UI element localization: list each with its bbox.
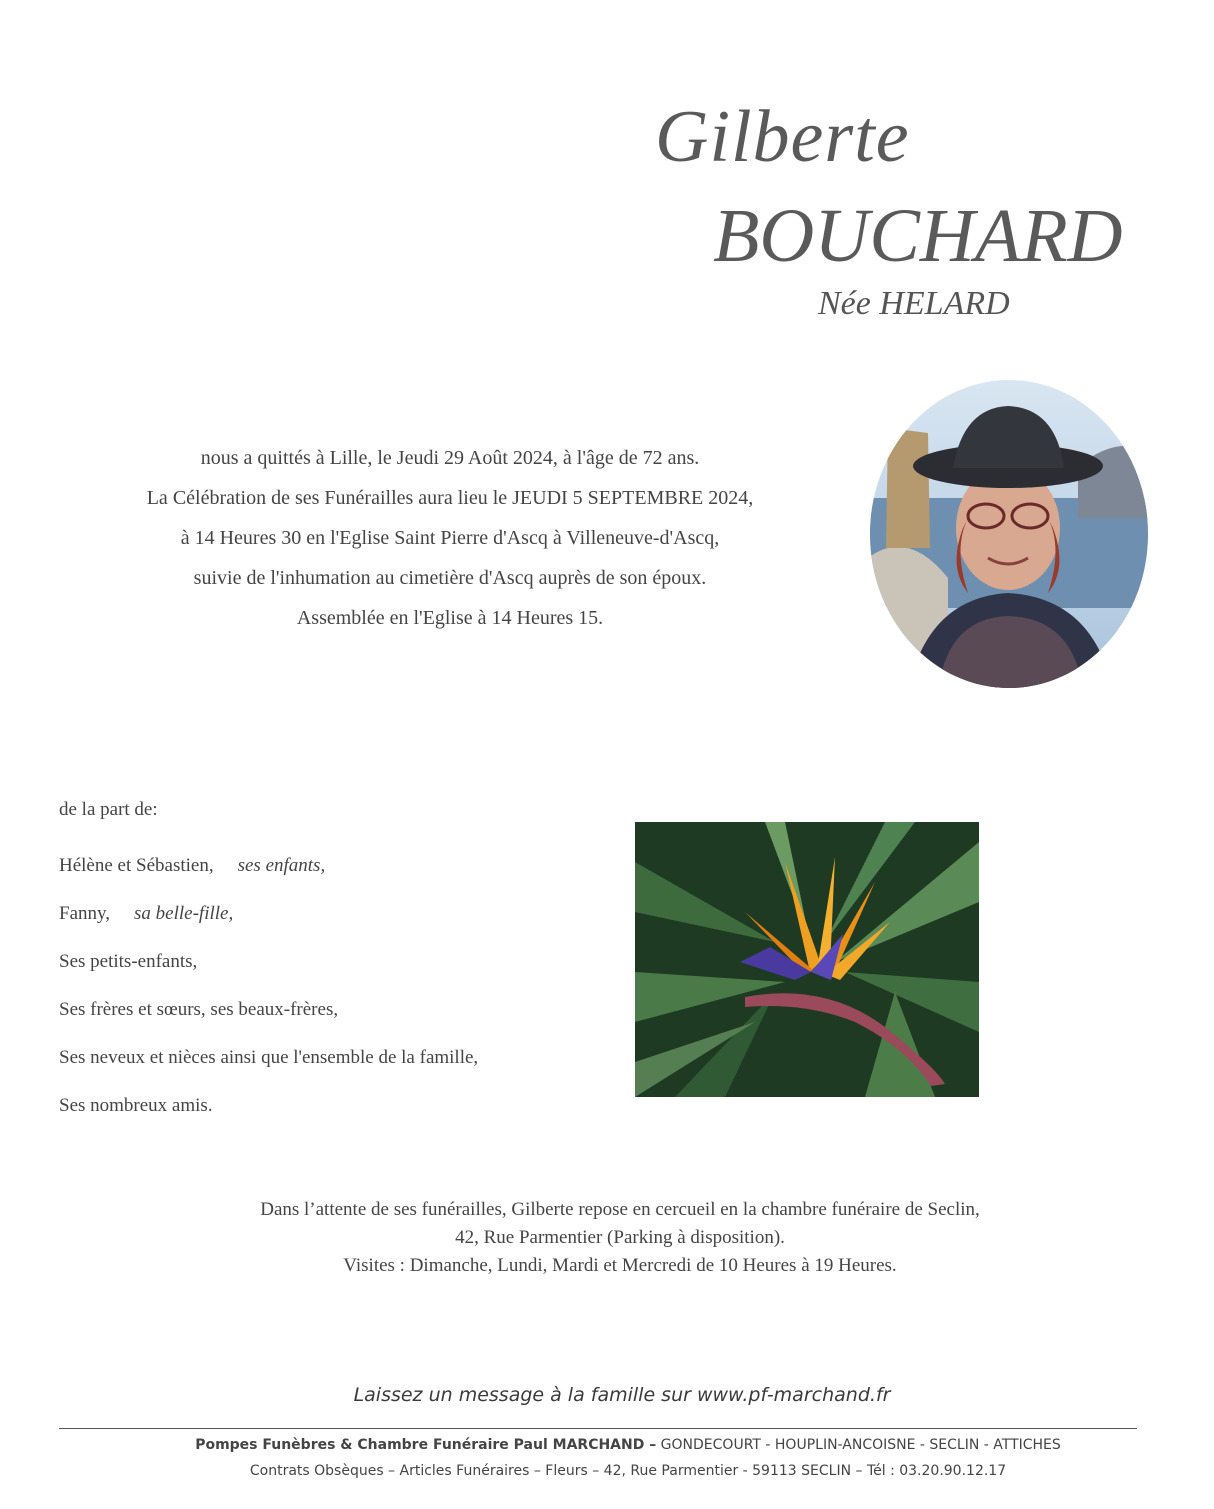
family-name: Ses frères et sœurs, ses beaux-frères, bbox=[59, 999, 339, 1020]
list-item bbox=[59, 852, 478, 900]
list-item bbox=[59, 1092, 478, 1140]
family-name: Hélène et Sébastien, bbox=[59, 855, 214, 876]
last-name: BOUCHARD bbox=[713, 194, 1123, 278]
footer-company-line bbox=[40, 1437, 1214, 1453]
announcement-line: suivie de l'inhumation au cimetière d'Ascq auprès de son époux. bbox=[193, 567, 707, 589]
list-item bbox=[59, 900, 478, 948]
footer-services: Contrats Obsèques – Articles Funéraires – Fleurs – 42, Rue Parmentier - 59113 SECLIN – Tél : 03.20.90.12.17 bbox=[249, 1463, 1007, 1479]
maiden-name: Née HELARD bbox=[818, 285, 1010, 322]
announcement-line: à 14 Heures 30 en l'Eglise Saint Pierre d'Ascq à Villeneuve-d'Ascq, bbox=[180, 527, 720, 549]
list-item bbox=[59, 948, 478, 996]
announcement bbox=[50, 438, 850, 638]
announcement-line: La Célébration de ses Funérailles aura lieu le JEUDI 5 SEPTEMBRE 2024, bbox=[146, 487, 754, 509]
from-label: de la part de: bbox=[59, 799, 158, 820]
footer-company: Pompes Funèbres & Chambre Funéraire Paul MARCHAND – bbox=[195, 1437, 657, 1453]
repose-info bbox=[160, 1196, 1080, 1280]
first-name: Gilberte bbox=[655, 96, 910, 178]
family-relation: ses enfants, bbox=[237, 855, 326, 876]
family-list bbox=[59, 852, 478, 1140]
list-item bbox=[59, 996, 478, 1044]
repose-line: 42, Rue Parmentier (Parking à disposition). bbox=[455, 1227, 785, 1248]
family-relation: sa belle-fille, bbox=[134, 903, 234, 924]
divider bbox=[59, 1428, 1137, 1429]
announcement-line: nous a quittés à Lille, le Jeudi 29 Août 2024, à l'âge de 72 ans. bbox=[200, 447, 700, 469]
footer-locations: GONDECOURT - HOUPLIN-ANCOISNE - SECLIN - ATTICHES bbox=[656, 1437, 1061, 1453]
family-name: Fanny, bbox=[59, 903, 111, 924]
list-item bbox=[59, 1044, 478, 1092]
guestbook-message: Laissez un message à la famille sur www.pf-marchand.fr bbox=[353, 1384, 891, 1406]
portrait-photo bbox=[868, 378, 1150, 690]
family-name: Ses petits-enfants, bbox=[59, 951, 198, 972]
family-name: Ses neveux et nièces ainsi que l'ensemble de la famille, bbox=[59, 1047, 479, 1068]
repose-line: Visites : Dimanche, Lundi, Mardi et Mercredi de 10 Heures à 19 Heures. bbox=[343, 1255, 897, 1276]
announcement-line: Assemblée en l'Eglise à 14 Heures 15. bbox=[296, 607, 604, 629]
repose-line: Dans l’attente de ses funérailles, Gilberte repose en cercueil en la chambre funéraire de Seclin, bbox=[260, 1199, 980, 1220]
flower-photo bbox=[635, 822, 979, 1097]
family-name: Ses nombreux amis. bbox=[59, 1095, 213, 1116]
